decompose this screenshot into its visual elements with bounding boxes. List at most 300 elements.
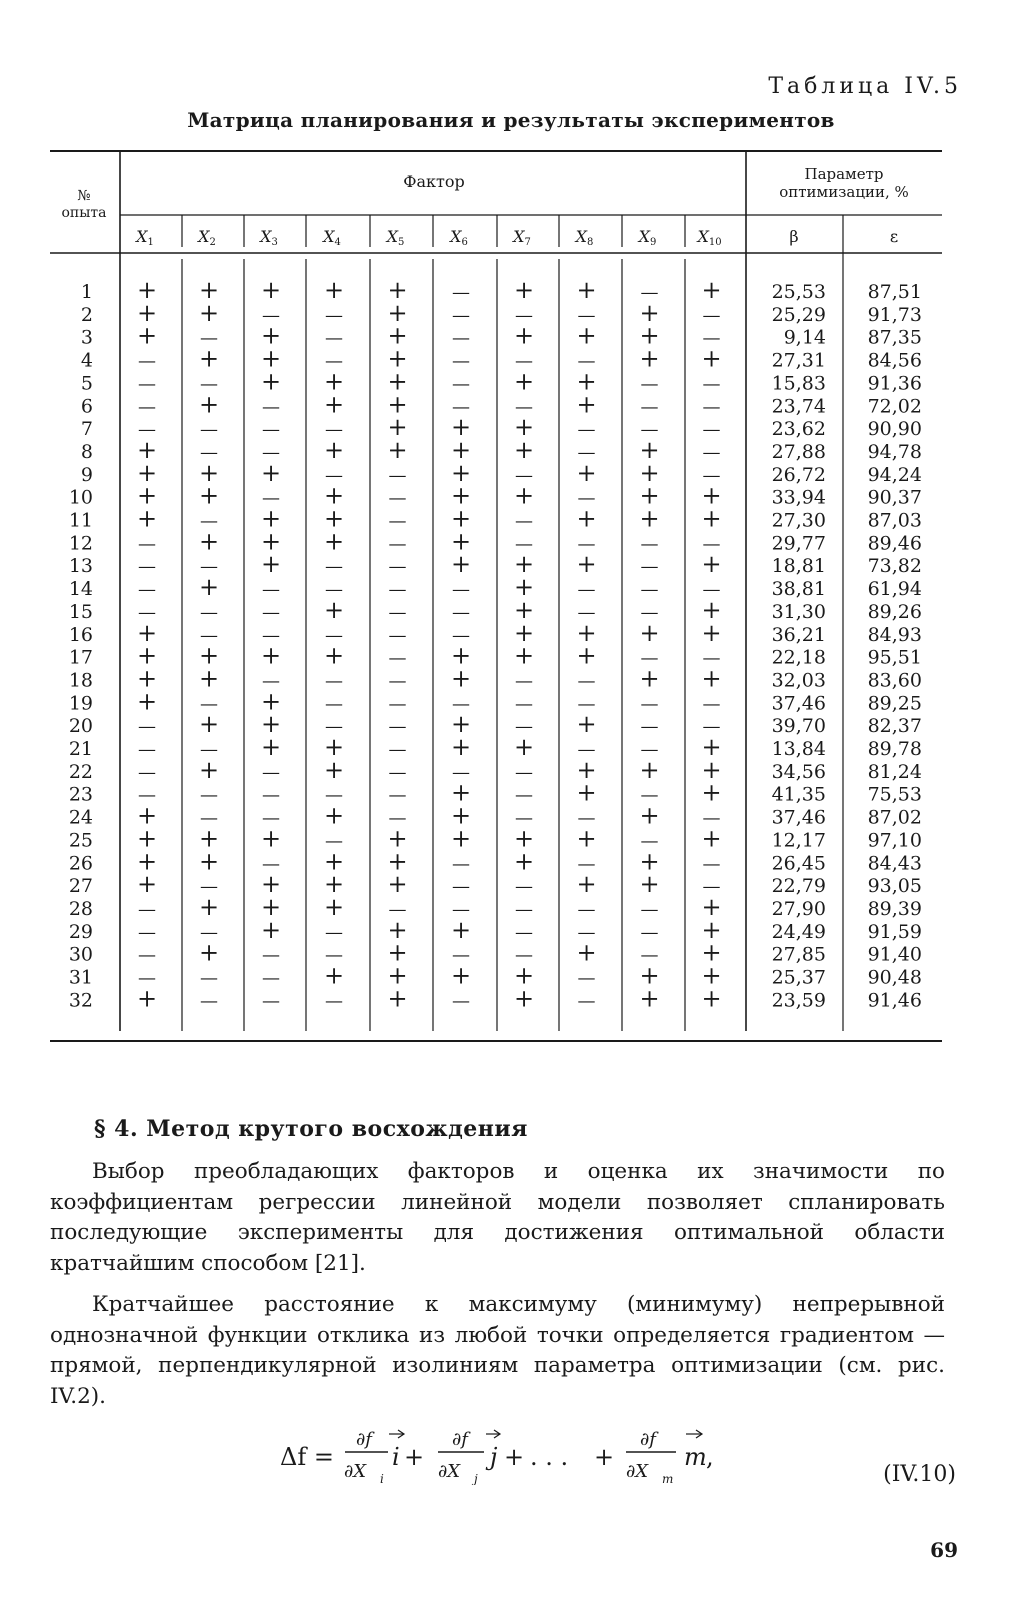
experiment-number: 11 (68, 509, 93, 532)
minus-sign: — (325, 304, 343, 326)
minus-sign: — (452, 990, 470, 1012)
epsilon-value: 82,37 (867, 715, 922, 738)
formula-plus: + (504, 1443, 525, 1471)
minus-sign: — (577, 807, 596, 829)
epsilon-value: 84,93 (867, 623, 922, 646)
formula-subscript: j (474, 1472, 478, 1485)
epsilon-value: 95,51 (867, 646, 922, 669)
plus-sign: + (323, 504, 345, 533)
minus-sign: — (262, 441, 280, 463)
formula-numerator: ∂f (640, 1429, 656, 1450)
beta-value: 27,90 (771, 897, 826, 920)
minus-sign: — (138, 556, 156, 578)
plus-sign: + (136, 687, 158, 716)
plus-sign: + (450, 527, 472, 556)
plus-sign: + (639, 458, 660, 487)
plus-sign: + (450, 733, 472, 761)
beta-value: 33,94 (771, 486, 826, 509)
minus-sign: — (640, 647, 659, 669)
beta-value: 23,59 (771, 989, 826, 1012)
minus-sign: — (702, 853, 721, 875)
minus-sign: — (640, 556, 659, 578)
minus-sign: — (640, 898, 659, 920)
minus-sign: — (515, 350, 533, 372)
epsilon-value: 90,48 (867, 966, 922, 989)
plus-sign: + (701, 733, 722, 761)
beta-value: 24,49 (771, 920, 826, 943)
experiment-number: 28 (68, 897, 93, 920)
formula-numerator: ∂f (356, 1429, 372, 1450)
minus-sign: — (640, 693, 659, 715)
minus-sign: — (702, 441, 721, 463)
minus-sign: — (262, 990, 280, 1012)
plus-sign: + (450, 710, 472, 739)
factor-header-x8: X8 (575, 227, 594, 248)
beta-value: 37,46 (771, 806, 826, 829)
epsilon-value: 89,46 (867, 532, 922, 555)
minus-sign: — (388, 601, 407, 623)
epsilon-value: 73,82 (867, 555, 922, 578)
experiment-number: 1 (80, 281, 93, 303)
formula-plus: + (404, 1443, 425, 1471)
minus-sign: — (388, 693, 407, 715)
plus-sign: + (576, 938, 597, 967)
minus-sign: — (515, 898, 533, 920)
minus-sign: — (138, 579, 156, 601)
plus-sign: + (198, 298, 220, 327)
minus-sign: — (262, 487, 280, 509)
epsilon-value: 91,36 (867, 372, 922, 395)
plus-sign: + (260, 367, 282, 396)
minus-sign: — (515, 921, 533, 943)
experiment-number: 16 (68, 623, 93, 646)
plus-sign: + (450, 801, 472, 830)
experiment-number: 17 (68, 646, 93, 669)
plus-sign: + (260, 276, 282, 304)
minus-sign: — (325, 419, 343, 441)
beta-value: 36,21 (771, 623, 826, 646)
experiment-number: 4 (80, 349, 93, 372)
gradient-formula (0, 1405, 1022, 1485)
plus-sign: + (260, 870, 282, 899)
minus-sign: — (702, 716, 721, 738)
minus-sign: — (515, 876, 533, 898)
plus-sign: + (387, 298, 408, 327)
plus-sign: + (198, 938, 220, 967)
minus-sign: — (200, 419, 218, 441)
plus-sign: + (450, 961, 472, 990)
plus-sign: + (639, 504, 660, 533)
formula-plus: + (594, 1443, 615, 1471)
plus-sign: + (701, 550, 722, 579)
minus-sign: — (452, 579, 470, 601)
experiment-number: 22 (68, 760, 93, 783)
minus-sign: — (577, 990, 596, 1012)
plus-sign: + (136, 847, 158, 876)
plus-sign: + (639, 847, 660, 876)
plus-sign: + (513, 961, 535, 990)
minus-sign: — (702, 647, 721, 669)
experiment-number: 7 (80, 418, 93, 441)
plus-sign: + (701, 892, 722, 921)
plus-sign: + (323, 870, 345, 899)
plus-sign: + (450, 413, 472, 442)
formula-ellipsis: . . . (530, 1443, 569, 1471)
beta-value: 27,88 (771, 440, 826, 463)
minus-sign: — (262, 419, 280, 441)
beta-value: 23,62 (771, 418, 826, 441)
plus-sign: + (450, 458, 472, 487)
minus-sign: — (200, 327, 218, 349)
plus-sign: + (513, 321, 535, 350)
experiment-number: 20 (68, 715, 93, 738)
minus-sign: — (577, 967, 596, 989)
header-epsilon: ε (889, 227, 899, 246)
minus-sign: — (640, 533, 659, 555)
minus-sign: — (200, 624, 218, 646)
minus-sign: — (138, 350, 156, 372)
minus-sign: — (388, 510, 407, 532)
plus-sign: + (513, 573, 535, 602)
minus-sign: — (577, 487, 596, 509)
plus-sign: + (136, 321, 158, 350)
epsilon-value: 94,24 (867, 463, 922, 486)
minus-sign: — (325, 693, 343, 715)
plus-sign: + (639, 618, 660, 647)
minus-sign: — (388, 739, 407, 760)
epsilon-value: 89,26 (867, 600, 922, 623)
epsilon-value: 84,56 (867, 349, 922, 372)
plus-sign: + (136, 870, 158, 899)
minus-sign: — (325, 556, 343, 578)
minus-sign: — (325, 464, 343, 486)
beta-value: 12,17 (771, 829, 826, 852)
plus-sign: + (513, 481, 535, 510)
formula-comma: , (706, 1443, 714, 1471)
minus-sign: — (577, 853, 596, 875)
epsilon-value: 91,59 (867, 920, 922, 943)
minus-sign: — (325, 624, 343, 646)
minus-sign: — (200, 693, 218, 715)
minus-sign: — (577, 921, 596, 943)
experiment-number: 3 (80, 326, 93, 349)
plus-sign: + (260, 733, 282, 761)
formula-denominator: ∂X (438, 1461, 461, 1482)
minus-sign: — (452, 327, 470, 349)
experiment-number: 30 (68, 943, 93, 966)
factor-header-x5: X5 (386, 227, 405, 248)
plus-sign: + (701, 595, 722, 624)
minus-sign: — (515, 304, 533, 326)
minus-sign: — (325, 830, 343, 852)
plus-sign: + (450, 915, 472, 944)
minus-sign: — (262, 601, 280, 623)
plus-sign: + (198, 892, 220, 921)
plus-sign: + (323, 435, 345, 464)
minus-sign: — (388, 624, 407, 646)
plus-sign: + (701, 504, 722, 533)
beta-value: 9,14 (783, 326, 826, 349)
plus-sign: + (513, 435, 535, 464)
plus-sign: + (323, 847, 345, 876)
epsilon-value: 89,39 (867, 897, 922, 920)
plus-sign: + (576, 755, 597, 784)
plus-sign: + (576, 870, 597, 899)
plus-sign: + (260, 710, 282, 739)
epsilon-value: 87,51 (867, 281, 922, 303)
plus-sign: + (198, 390, 220, 419)
plus-sign: + (260, 504, 282, 533)
minus-sign: — (325, 990, 343, 1012)
beta-value: 29,77 (771, 532, 826, 555)
epsilon-value: 87,35 (867, 326, 922, 349)
factor-header-x2: X2 (198, 227, 216, 248)
plus-sign: + (198, 527, 220, 556)
plus-sign: + (639, 321, 660, 350)
plus-sign: + (576, 710, 597, 739)
beta-value: 22,18 (771, 646, 826, 669)
minus-sign: — (262, 761, 280, 783)
beta-value: 27,31 (771, 349, 826, 372)
minus-sign: — (138, 373, 156, 395)
plus-sign: + (260, 550, 282, 579)
plus-sign: + (576, 618, 597, 647)
epsilon-value: 83,60 (867, 669, 922, 692)
plus-sign: + (260, 527, 282, 556)
plus-sign: + (576, 276, 597, 304)
epsilon-value: 84,43 (867, 852, 922, 875)
plus-sign: + (198, 481, 220, 510)
plus-sign: + (323, 481, 345, 510)
plus-sign: + (513, 595, 535, 624)
formula-subscript: i (380, 1472, 384, 1485)
plus-sign: + (701, 344, 722, 373)
epsilon-value: 91,73 (867, 303, 922, 326)
plus-sign: + (323, 367, 345, 396)
plus-sign: + (450, 778, 472, 807)
plus-sign: + (136, 276, 158, 304)
minus-sign: — (325, 944, 343, 966)
minus-sign: — (702, 373, 721, 395)
plus-sign: + (639, 298, 660, 327)
beta-value: 37,46 (771, 692, 826, 715)
epsilon-value: 89,25 (867, 692, 922, 715)
formula-subscript: m (662, 1472, 674, 1485)
experiment-number: 18 (68, 669, 93, 692)
plus-sign: + (136, 618, 158, 647)
plus-sign: + (136, 435, 158, 464)
minus-sign: — (262, 853, 280, 875)
minus-sign: — (325, 579, 343, 601)
minus-sign: — (138, 967, 156, 989)
plus-sign: + (260, 321, 282, 350)
minus-sign: — (388, 898, 407, 920)
minus-sign: — (452, 350, 470, 372)
plus-sign: + (387, 938, 408, 967)
beta-value: 26,72 (771, 463, 826, 486)
minus-sign: — (452, 944, 470, 966)
minus-sign: — (452, 624, 470, 646)
minus-sign: — (702, 807, 721, 829)
plus-sign: + (198, 573, 220, 602)
experiment-number: 21 (68, 738, 93, 760)
plus-sign: + (323, 595, 345, 624)
epsilon-value: 89,78 (867, 738, 922, 760)
plus-sign: + (701, 276, 722, 304)
minus-sign: — (640, 396, 659, 418)
header-experiment-no-label: опыта (61, 205, 107, 221)
plus-sign: + (701, 938, 722, 967)
plus-sign: + (576, 778, 597, 807)
plus-sign: + (387, 984, 408, 1013)
minus-sign: — (325, 784, 343, 806)
plus-sign: + (513, 550, 535, 579)
plus-sign: + (450, 824, 472, 853)
minus-sign: — (702, 327, 721, 349)
header-factor: Фактор (403, 172, 465, 191)
minus-sign: — (200, 510, 218, 532)
plus-sign: + (576, 367, 597, 396)
plus-sign: + (387, 344, 408, 373)
minus-sign: — (388, 784, 407, 806)
plus-sign: + (576, 550, 597, 579)
plus-sign: + (387, 915, 408, 944)
plus-sign: + (323, 390, 345, 419)
minus-sign: — (388, 807, 407, 829)
minus-sign: — (452, 601, 470, 623)
epsilon-value: 72,02 (867, 395, 922, 418)
epsilon-value: 93,05 (867, 875, 922, 898)
minus-sign: — (640, 739, 659, 760)
minus-sign: — (515, 533, 533, 555)
plus-sign: + (639, 481, 660, 510)
minus-sign: — (388, 647, 407, 669)
minus-sign: — (577, 350, 596, 372)
plus-sign: + (450, 481, 472, 510)
plus-sign: + (323, 892, 345, 921)
minus-sign: — (388, 464, 407, 486)
epsilon-value: 90,37 (867, 486, 922, 509)
minus-sign: — (200, 373, 218, 395)
beta-value: 38,81 (771, 578, 826, 601)
experiment-number: 15 (68, 600, 93, 623)
minus-sign: — (702, 464, 721, 486)
epsilon-value: 61,94 (867, 578, 922, 601)
plus-sign: + (450, 641, 472, 670)
experiment-number: 25 (68, 829, 93, 852)
plus-sign: + (639, 984, 660, 1013)
epsilon-value: 94,78 (867, 440, 922, 463)
plus-sign: + (576, 321, 597, 350)
minus-sign: — (138, 944, 156, 966)
minus-sign: — (452, 761, 470, 783)
table-label: Таблица IV.5 (768, 74, 962, 99)
table-title: Матрица планирования и результаты экспериментов (187, 108, 835, 132)
minus-sign: — (577, 898, 596, 920)
plus-sign: + (387, 824, 408, 853)
plus-sign: + (260, 344, 282, 373)
beta-value: 23,74 (771, 395, 826, 418)
epsilon-value: 87,02 (867, 806, 922, 829)
minus-sign: — (138, 784, 156, 806)
minus-sign: — (452, 853, 470, 875)
minus-sign: — (388, 670, 407, 692)
plus-sign: + (198, 755, 220, 784)
minus-sign: — (515, 670, 533, 692)
plus-sign: + (576, 504, 597, 533)
plus-sign: + (513, 847, 535, 876)
beta-value: 34,56 (771, 760, 826, 783)
plus-sign: + (136, 298, 158, 327)
experiment-number: 29 (68, 920, 93, 943)
plus-sign: + (513, 413, 535, 442)
beta-value: 26,45 (771, 852, 826, 875)
plus-sign: + (387, 870, 408, 899)
minus-sign: — (577, 579, 596, 601)
experiment-number: 10 (68, 486, 93, 509)
minus-sign: — (262, 967, 280, 989)
plus-sign: + (450, 664, 472, 693)
plus-sign: + (198, 641, 220, 670)
minus-sign: — (262, 396, 280, 418)
plus-sign: + (260, 824, 282, 853)
minus-sign: — (262, 784, 280, 806)
plus-sign: + (323, 733, 345, 761)
minus-sign: — (200, 601, 218, 623)
formula-numerator: ∂f (452, 1429, 468, 1450)
epsilon-value: 91,46 (867, 989, 922, 1012)
minus-sign: — (577, 693, 596, 715)
formula-lhs: Δf = (280, 1443, 334, 1471)
epsilon-value: 75,53 (867, 783, 922, 806)
minus-sign: — (452, 304, 470, 326)
experiment-number: 6 (80, 395, 93, 418)
plus-sign: + (260, 458, 282, 487)
plus-sign: + (387, 435, 408, 464)
minus-sign: — (702, 419, 721, 441)
plus-sign: + (136, 458, 158, 487)
minus-sign: — (200, 556, 218, 578)
minus-sign: — (515, 716, 533, 738)
plus-sign: + (639, 870, 660, 899)
plus-sign: + (387, 276, 408, 304)
plus-sign: + (387, 961, 408, 990)
minus-sign: — (577, 739, 596, 760)
plus-sign: + (260, 892, 282, 921)
experiment-number: 19 (68, 692, 93, 715)
minus-sign: — (325, 716, 343, 738)
minus-sign: — (262, 944, 280, 966)
plus-sign: + (701, 755, 722, 784)
minus-sign: — (200, 739, 218, 760)
minus-sign: — (577, 419, 596, 441)
plus-sign: + (701, 824, 722, 853)
minus-sign: — (200, 807, 218, 829)
minus-sign: — (452, 373, 470, 395)
beta-value: 22,79 (771, 875, 826, 898)
plus-sign: + (198, 458, 220, 487)
plus-sign: + (323, 641, 345, 670)
formula-unit-vector: m (684, 1443, 707, 1471)
experiment-number: 8 (80, 440, 93, 463)
epsilon-value: 90,90 (867, 418, 922, 441)
minus-sign: — (640, 716, 659, 738)
minus-sign: — (138, 716, 156, 738)
plus-sign: + (701, 664, 722, 693)
factor-header-x10: X10 (697, 227, 722, 248)
plus-sign: + (136, 824, 158, 853)
paragraph: Кратчайшее расстояние к максимуму (минимуму) непрерывной однозначной функции отклика из любой точки определяется градиентом — прямой, перпендикулярной изолиниям параметра оптимизации (см. рис. IV.2). (50, 1292, 945, 1409)
